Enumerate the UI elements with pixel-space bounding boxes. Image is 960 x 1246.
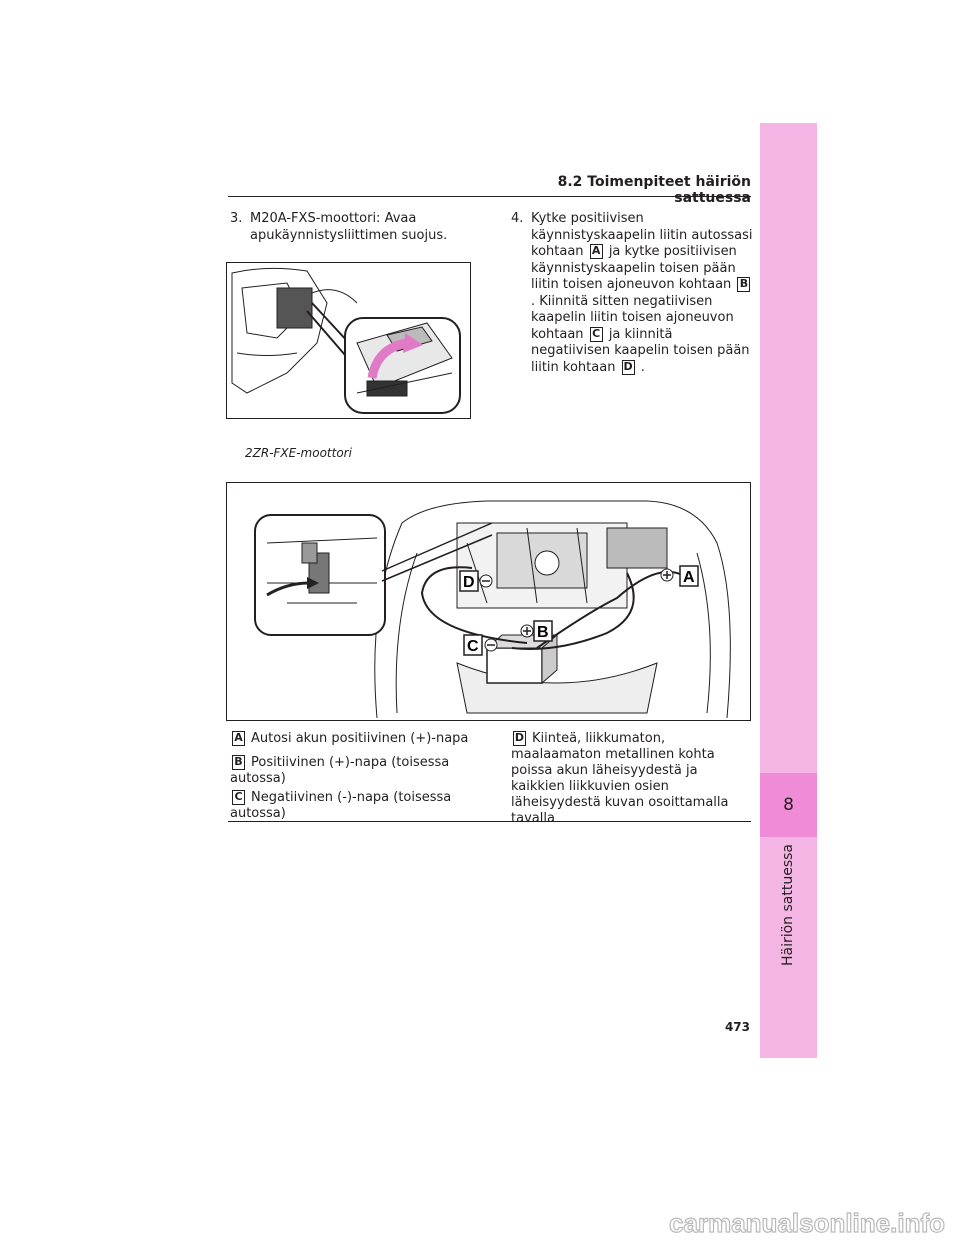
- engine-bay-illustration: [227, 263, 470, 418]
- page-number: 473: [724, 1020, 750, 1034]
- step-4-text-2: ja kytke positiivisen käynnistyskaapelin toisen pään liitin toisen ajoneuvon kohtaan: [531, 244, 737, 292]
- legend-label-b: B: [232, 755, 245, 770]
- label-a-inline: A: [590, 244, 603, 259]
- step-4-number: 4.: [511, 211, 524, 226]
- footer-watermark: [0, 1208, 960, 1242]
- legend-text-c: Negatiivinen (-)-napa (toisessa autossa): [230, 790, 452, 821]
- watermark-text: carmanualsonline.info: [669, 1208, 945, 1238]
- step-4-text-5: .: [640, 359, 645, 375]
- label-c-inline: C: [590, 327, 603, 342]
- chapter-title-vertical: [760, 843, 817, 967]
- label-d-inline: D: [623, 359, 633, 373]
- bottom-rule: [228, 821, 751, 822]
- legend-label-d: D: [514, 731, 525, 744]
- step-4-text-1: Kytke positiivisen käynnistyskaapelin liitin autossasi kohtaan: [531, 211, 753, 259]
- legend-item-b: [230, 755, 480, 787]
- step-4-text-3: . Kiinnitä sitten negatiivisen kaapelin liitin toisen ajoneuvon kohtaan: [531, 293, 734, 342]
- header-rule: [228, 196, 751, 197]
- callout-d: D: [463, 574, 475, 591]
- legend-item-d: [511, 731, 753, 827]
- figure-2-caption: 2ZR-FXE-moottori: [245, 446, 352, 460]
- step-3: [230, 211, 470, 244]
- legend-item-a: [230, 731, 480, 747]
- engine-jump-start-illustration: [227, 483, 750, 720]
- figure-jump-start-connection: [226, 482, 751, 721]
- legend-text-a: Autosi akun positiivinen (+)-napa: [251, 731, 469, 746]
- step-3-text: M20A-FXS-moottori: Avaa apukäynnistysliittimen suojus.: [250, 211, 448, 243]
- chapter-title: Häiriön sattuessa: [780, 843, 797, 967]
- chapter-number: 8: [783, 795, 794, 815]
- callout-b: B: [537, 624, 549, 641]
- chapter-number-box: [760, 773, 817, 837]
- legend-label-a: A: [232, 731, 245, 746]
- legend-label-c: C: [232, 790, 245, 805]
- step-4: [511, 211, 753, 376]
- label-b-inline: B: [737, 277, 750, 292]
- legend-text-b: Positiivinen (+)-napa (toisessa autossa): [230, 755, 450, 786]
- section-title: 8.2 Toimenpiteet häiriön sattuessa: [557, 174, 751, 206]
- step-4-text-4: ja kiinnitä negatiivisen kaapelin toisen pään liitin kohtaan: [531, 326, 750, 375]
- callout-a: A: [683, 569, 695, 586]
- legend-text-d: Kiinteä, liikkumaton, maalaamaton metallinen kohta poissa akun läheisyydestä ja kaikkien liikkuvien osien läheisyydestä kuvan osoittamalla tavalla: [511, 731, 729, 826]
- figure-m20a-fuse-box: [226, 262, 471, 419]
- callout-c: C: [467, 638, 479, 655]
- step-3-number: 3.: [230, 211, 243, 226]
- legend-item-c: [230, 790, 480, 822]
